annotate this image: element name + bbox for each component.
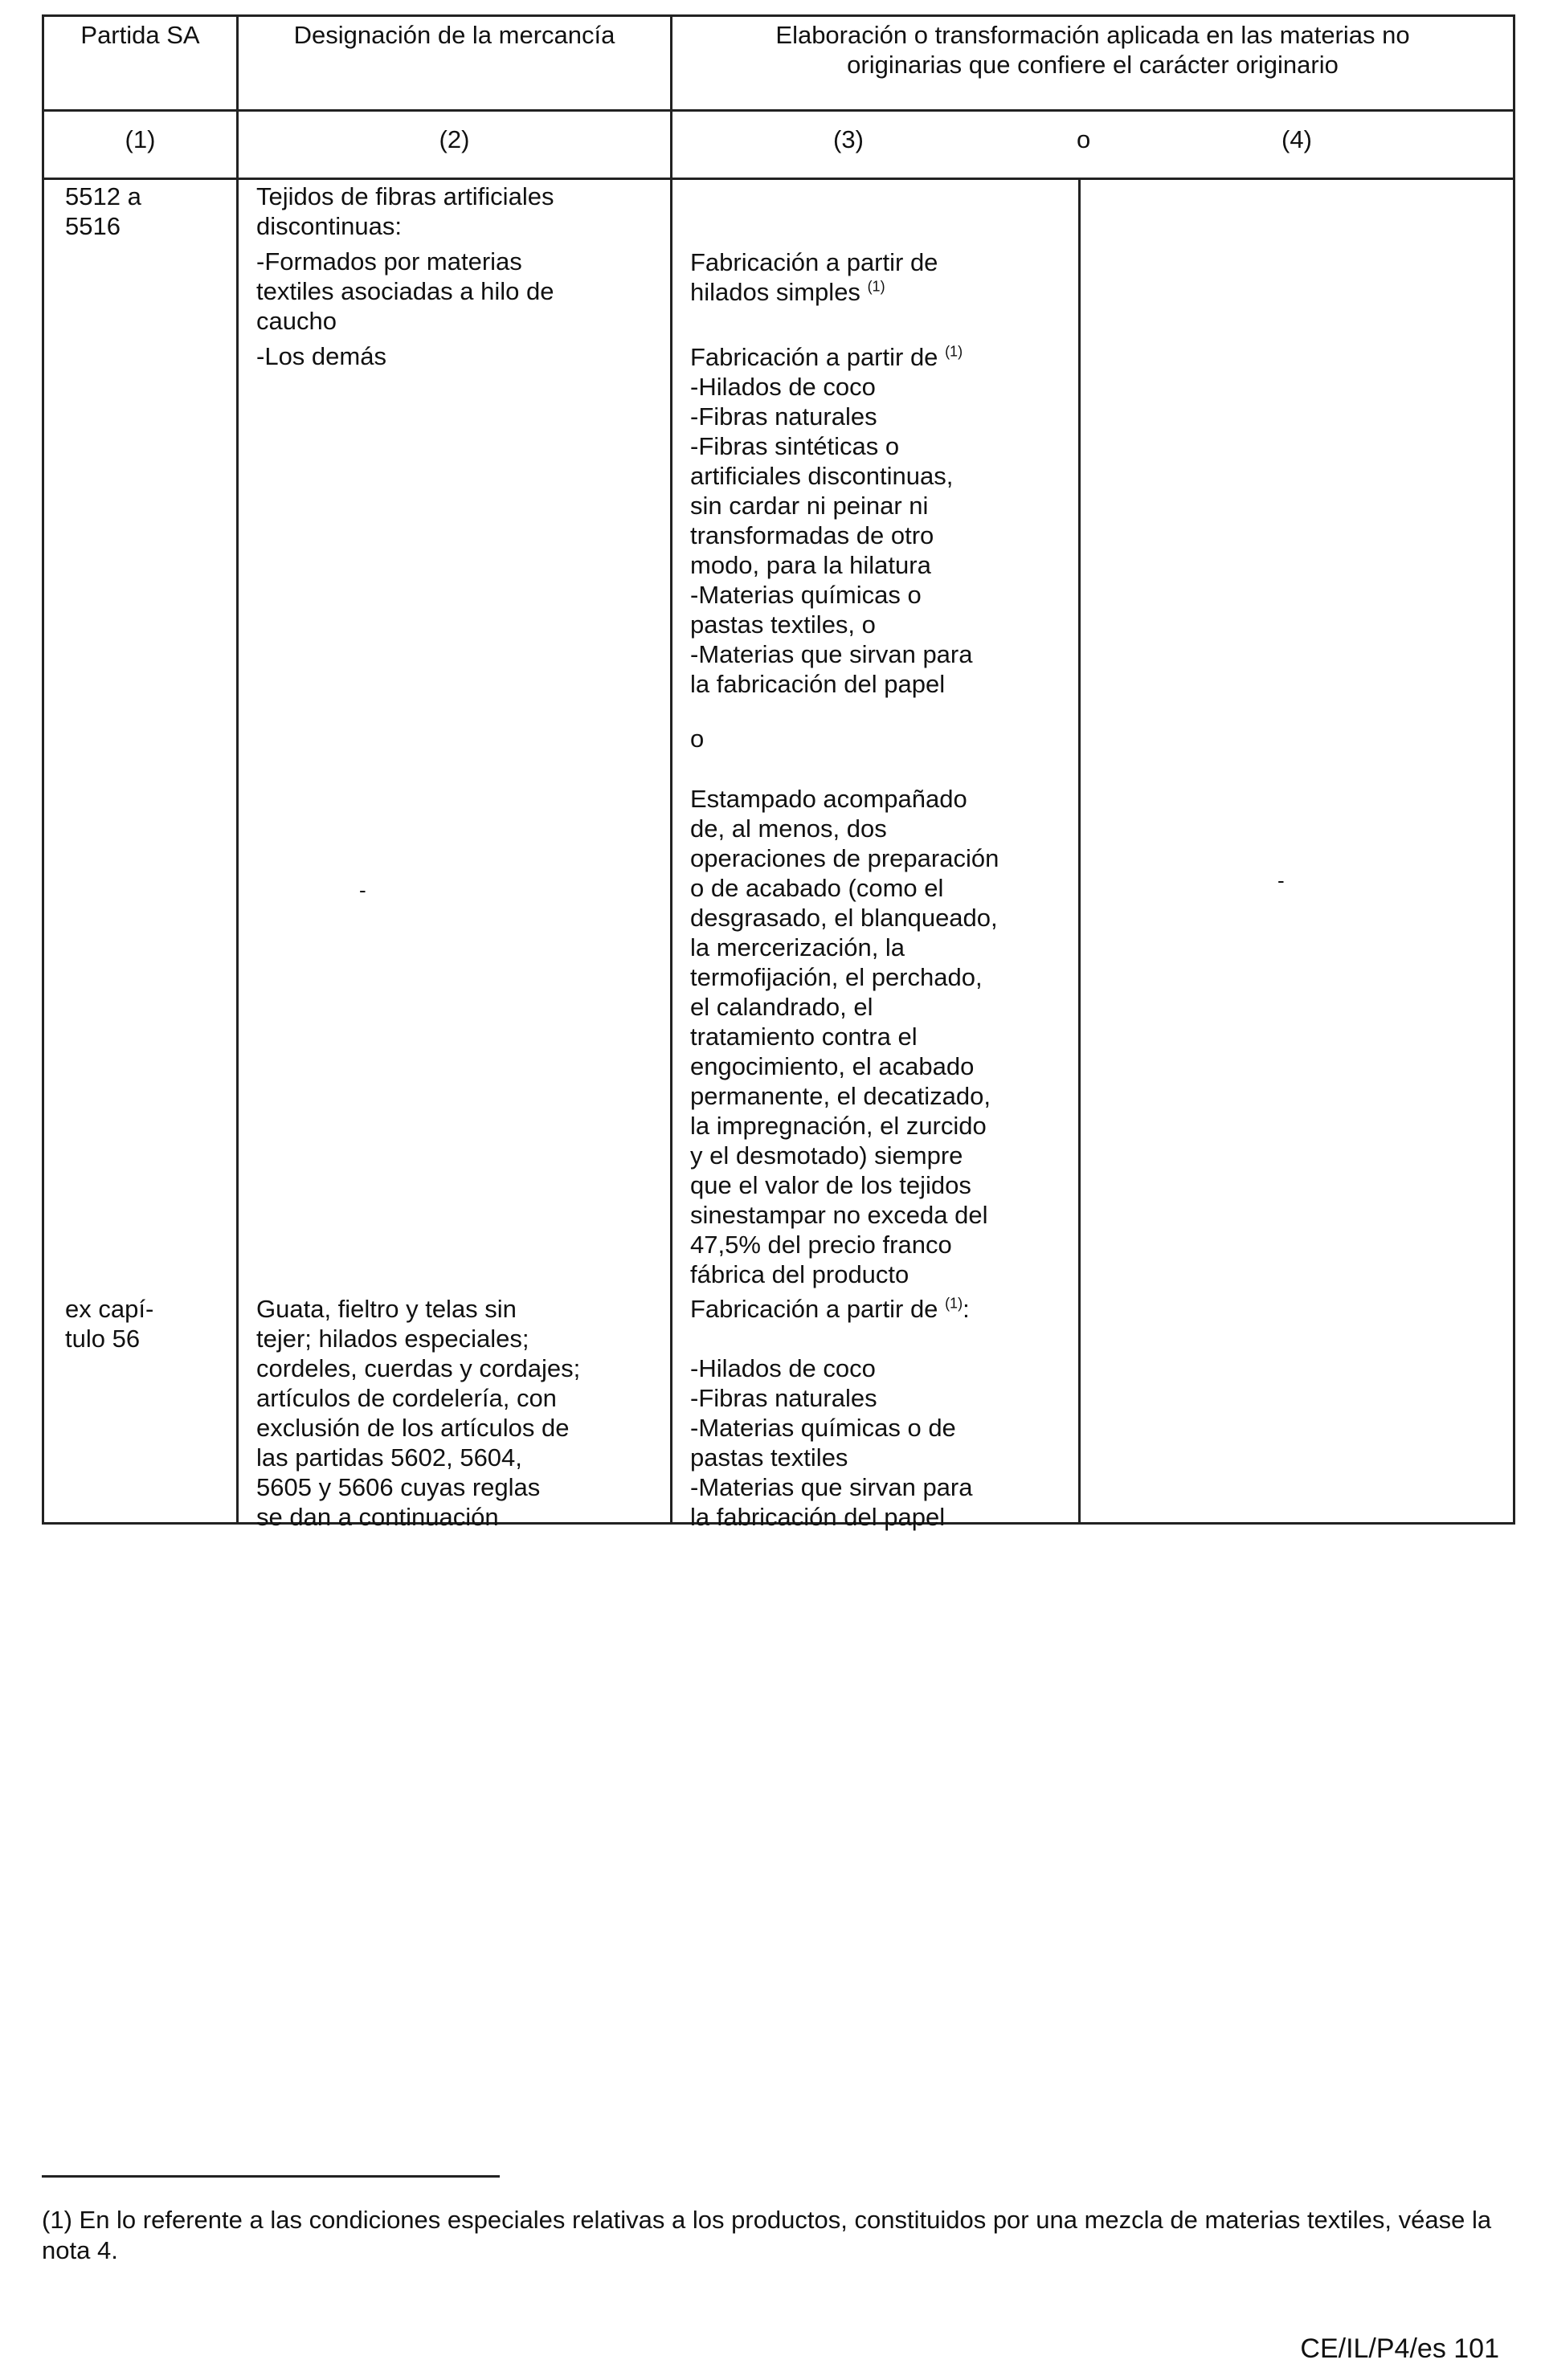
rule-b-item: -Materias que sirvan para <box>690 640 973 668</box>
column-number-2: (2) <box>439 125 470 153</box>
col-divider-1 <box>236 17 239 1525</box>
rules-table <box>42 14 1515 1531</box>
designation-a-line: caucho <box>256 307 337 335</box>
row2-designation-line: Guata, fieltro y telas sin <box>256 1295 517 1323</box>
row2-designation-line: 5605 y 5606 cuyas reglas <box>256 1473 541 1501</box>
rule-b-item: sin cardar ni peinar ni <box>690 492 929 520</box>
rule-b-item: la fabricación del papel <box>690 670 946 698</box>
rule-c-line: engocimiento, el acabado <box>690 1052 975 1080</box>
rule-b-item: artificiales discontinuas, <box>690 462 954 490</box>
row2-rule-item: -Materias químicas o de <box>690 1414 956 1442</box>
row2-rule-colon: : <box>963 1295 970 1323</box>
row1-rule-b <box>690 342 1076 699</box>
rule-b-item: -Hilados de coco <box>690 373 876 401</box>
row2-rule-head: Fabricación a partir de <box>690 1295 938 1323</box>
rule-c-line: permanente, el decatizado, <box>690 1082 991 1110</box>
header-col1: Partida SA <box>80 21 200 49</box>
row2-designation-line: exclusión de los artículos de <box>256 1414 570 1442</box>
row1-designation <box>256 182 666 371</box>
rule-c-line: la mercerización, la <box>690 933 905 961</box>
footnote-marker: (1) <box>42 2206 72 2234</box>
rule-c-line: fábrica del producto <box>690 1260 909 1288</box>
row1-rule-c <box>690 784 1076 1289</box>
header-col3-line2: originarias que confiere el carácter originario <box>847 51 1339 79</box>
rule-c-line: 47,5% del precio franco <box>690 1231 952 1259</box>
rule-c-line: el calandrado, el <box>690 993 873 1021</box>
rule-a-line: Fabricación a partir de <box>690 248 938 276</box>
empty-cell-dash: - <box>1277 868 1285 892</box>
header-divider-1 <box>44 109 1513 112</box>
row2-designation-line: las partidas 5602, 5604, <box>256 1443 522 1472</box>
rule-b-item: modo, para la hilatura <box>690 551 931 579</box>
column-number-or: o <box>1077 125 1091 153</box>
rule-c-line: termofijación, el perchado, <box>690 963 983 991</box>
header-col2: Designación de la mercancía <box>293 21 615 49</box>
row2-designation-line: se dan a continuación <box>256 1503 499 1531</box>
rule-c-line: Estampado acompañado <box>690 785 967 813</box>
designation-b-line: -Los demás <box>256 342 386 370</box>
row2-rule <box>690 1294 1076 1532</box>
rule-b-item: -Materias químicas o <box>690 581 922 609</box>
header-col3-line1: Elaboración o transformación aplicada en las materias no <box>775 21 1410 49</box>
row1-code <box>65 182 234 241</box>
rule-c-line: o de acabado (como el <box>690 874 944 902</box>
row2-rule-item: -Hilados de coco <box>690 1354 876 1382</box>
rule-b-item: -Fibras sintéticas o <box>690 432 900 460</box>
footnote-ref: (1) <box>867 278 885 295</box>
footnote-ref: (1) <box>945 343 963 360</box>
row2-rule-item: -Fibras naturales <box>690 1384 877 1412</box>
empty-cell-dash: - <box>359 878 366 902</box>
rule-b-item: transformadas de otro <box>690 521 934 549</box>
rule-c-line: sinestampar no exceda del <box>690 1201 988 1229</box>
row1-code-line: 5516 <box>65 212 121 240</box>
rule-c-line: desgrasado, el blanqueado, <box>690 904 998 932</box>
row2-designation-line: tejer; hilados especiales; <box>256 1325 529 1353</box>
rule-c-line: de, al menos, dos <box>690 814 887 843</box>
footnote-separator <box>42 2175 500 2178</box>
row1-code-line: 5512 a <box>65 182 141 210</box>
col-divider-3 <box>1078 180 1081 1525</box>
rule-c-line: que el valor de los tejidos <box>690 1171 971 1199</box>
rule-a-line: hilados simples <box>690 278 860 306</box>
rule-c-line: y el desmotado) siempre <box>690 1141 963 1170</box>
designation-a-line: textiles asociadas a hilo de <box>256 277 554 305</box>
column-number-3: (3) <box>833 125 864 153</box>
header-divider-2 <box>44 178 1513 180</box>
footnote <box>42 2205 1504 2266</box>
page-code: CE/IL/P4/es 101 <box>1300 2333 1499 2364</box>
rule-b-item: -Fibras naturales <box>690 402 877 431</box>
rule-b-item: pastas textiles, o <box>690 610 876 639</box>
designation-a-line: -Formados por materias <box>256 247 522 276</box>
designation-title-line: discontinuas: <box>256 212 402 240</box>
footnote-ref: (1) <box>945 1295 963 1312</box>
col-divider-2 <box>670 17 672 1525</box>
rule-c-line: la impregnación, el zurcido <box>690 1112 987 1140</box>
row2-designation-line: artículos de cordelería, con <box>256 1384 557 1412</box>
designation-title-line: Tejidos de fibras artificiales <box>256 182 554 210</box>
column-number-1: (1) <box>125 125 156 153</box>
row2-code-line: tulo 56 <box>65 1325 141 1353</box>
rule-b-head: Fabricación a partir de <box>690 343 938 371</box>
row2-rule-item: -Materias que sirvan para <box>690 1473 973 1501</box>
rule-c-line: tratamiento contra el <box>690 1023 918 1051</box>
rule-c-line: operaciones de preparación <box>690 844 999 872</box>
row2-rule-item: la fabricación del papel <box>690 1503 946 1531</box>
row2-designation-line: cordeles, cuerdas y cordajes; <box>256 1354 581 1382</box>
footnote-text: En lo referente a las condiciones especiales relativas a los productos, constituidos por una mezcla de materias textiles, véase la nota 4. <box>42 2206 1492 2264</box>
row2-rule-item: pastas textiles <box>690 1443 848 1472</box>
row1-rule-a <box>690 247 1076 307</box>
row2-code-line: ex capí- <box>65 1295 154 1323</box>
row2-designation <box>256 1294 668 1532</box>
row1-rule-or: o <box>690 725 705 753</box>
row2-code <box>65 1294 234 1353</box>
column-number-4: (4) <box>1281 125 1312 153</box>
